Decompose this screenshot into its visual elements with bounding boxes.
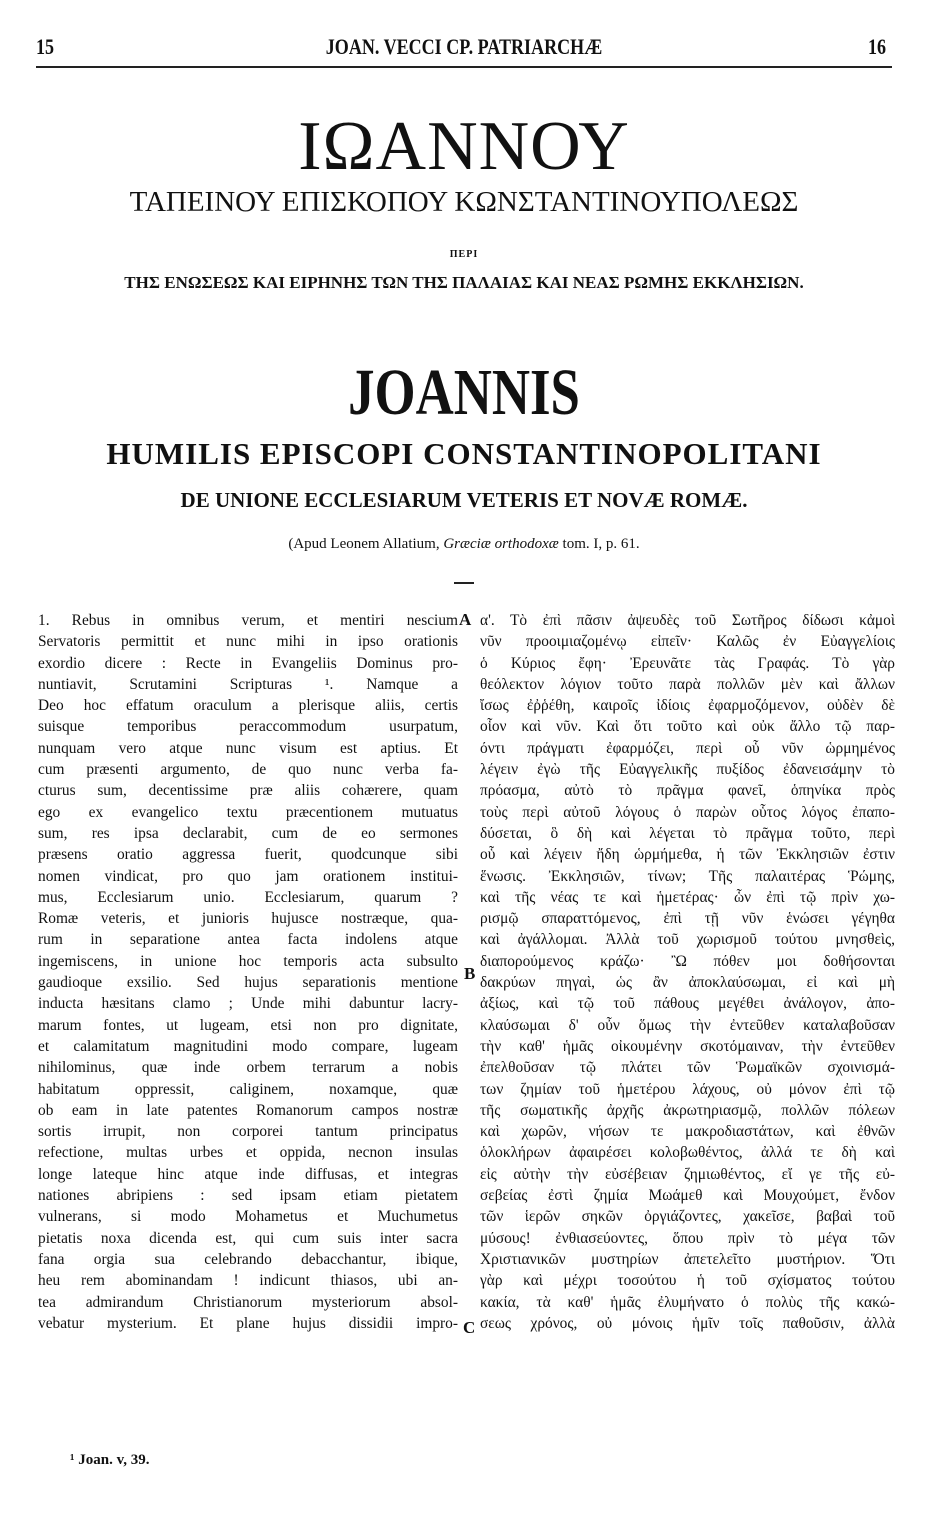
- text-line: γὰρ καὶ μέχρι τοσούτου ἡ τοῦ σχίσματος τούτου: [480, 1272, 895, 1290]
- text-line: et calamitatum magnitudini modo compare, lugeam: [38, 1037, 458, 1055]
- text-line: vebatur mysterium. Et plane hujus dissidii impro-: [38, 1314, 458, 1332]
- text-line: suisque temporibus peraccommodum usurpatum,: [38, 718, 458, 736]
- greek-author-name: ΙΩΑΝΝΟΥ: [298, 108, 630, 185]
- latin-author-title: HUMILIS EPISCOPI CONSTANTINOPOLITANI: [106, 436, 822, 471]
- text-line: καὶ τῆς νέας τε καὶ ἡμετέρας· ὧν ἐπὶ τῷ πρὶν χω-: [480, 888, 895, 906]
- text-line: nunquam vero atque nunc visum est aptius. Et: [38, 739, 458, 757]
- section-rule: [454, 582, 474, 584]
- text-line: ρισμῷ σπαραττόμενος, ἐπὶ τῇ νῦν ἑνώσει γέγηθα: [480, 910, 895, 928]
- text-line: refectione, multas urbes et oppida, necnon insulas: [38, 1144, 458, 1162]
- text-line: ἕνωσις. Ἐκκλησιῶν, τίνων; Τῆς παλαιτέρας Ῥώμης,: [480, 867, 895, 885]
- text-line: nihilominus, quæ inde orbem terrarum a nobis: [38, 1059, 458, 1077]
- text-line: ὁλοκλήρων ἀφαιρέσει κολοβωθέντος, ἀλλά τε δὴ καὶ: [480, 1144, 895, 1162]
- latin-author-name: JOANNIS: [348, 356, 580, 429]
- source-note-part: tom. I, p. 61.: [558, 536, 640, 552]
- text-line: nationes abripiens : sed ipsam etiam pietatem: [38, 1187, 458, 1205]
- text-line: marum fontes, ut lugeam, etsi non pro dignitate,: [38, 1016, 458, 1034]
- margin-letter-a: A: [459, 610, 472, 629]
- greek-peri: ΠΕΡΙ: [449, 249, 479, 260]
- text-line: των ζημίαν τοῦ ἡμετέρου λάχους, οὐ μόνον ἐπὶ τῷ: [480, 1080, 895, 1098]
- text-line: τὴν καθ' ἡμᾶς οἰκουμένην σκοτόμαιναν, τὴν ἐντεῦθεν: [480, 1037, 895, 1055]
- text-line: λέγειν ἐγὼ τῆς Εὐαγγελικῆς πυξίδος ἐδανεισάμην τὸ: [480, 761, 895, 779]
- text-line: σεως χρόνος, οὐ μόνοις ἡμῖν τοῖς παθοῦσιν, ἀλλὰ: [480, 1314, 895, 1332]
- text-line: τῶν ἱερῶν σηκῶν ὀργιάζοντες, χακεῖσε, βαβαὶ τοῦ: [480, 1208, 895, 1226]
- text-line: σεβείας ἐστὶ ζημία Μωάμεθ καὶ Μουχούμετ, ἔνδον: [480, 1187, 895, 1205]
- text-line: sortis irrupit, non corporei tantum principatus: [38, 1123, 458, 1141]
- header-rule: [36, 66, 892, 68]
- text-line: εἰς αὐτὴν τὴν εὐσέβειαν ζημιωθέντος, εἴ γε τῆς εὐ-: [480, 1165, 895, 1183]
- text-line: καὶ χωρῶν, νήσων τε μακροδιαστάτων, καὶ ἐθνῶν: [480, 1123, 895, 1141]
- text-line: ego ex evangelico textu præcentionem mutuatus: [38, 803, 458, 821]
- text-line: vulnerans, si modo Mohametus et Muchumetus: [38, 1208, 458, 1226]
- text-line: διαπορούμενος κράζω· Ὢ πόθεν μοι δοθήσονται: [480, 952, 895, 970]
- text-line: fana orgia sua celebrando debacchantur, ibique,: [38, 1250, 458, 1268]
- text-line: mus, Ecclesiarum unio. Ecclesiarum, quarum ?: [38, 888, 458, 906]
- greek-column: [480, 610, 895, 1334]
- text-line: habitatum oppressit, caliginem, noxamque, quæ: [38, 1080, 458, 1098]
- text-line: præsens oratio aggressa fuerit, quodcunque sibi: [38, 846, 458, 864]
- text-line: κακία, τὰ καθ' ἡμᾶς ἐλυμήνατο ὁ πολὺς τῆς κακώ-: [480, 1293, 895, 1311]
- text-line: exordio dicere : Recte in Evangeliis Dominus pro-: [38, 654, 458, 672]
- text-line: οἷον καὶ νῦν. Καὶ ὅτι τοῦτο καὶ οὐκ ἄλλο τῷ παρ-: [480, 718, 895, 736]
- text-line: πρόασμα, αὐτὸ τὸ πρᾶγμα φανεῖ, ὁπηνίκα πρὸς: [480, 782, 895, 800]
- source-note: [0, 536, 928, 552]
- text-line: ingemiscens, in unione hoc temporis acta subsulto: [38, 952, 458, 970]
- text-line: τοὺς περὶ αὐτοῦ λόγους ὁ παρὼν οὗτος λόγος ἐπαπο-: [480, 803, 895, 821]
- latin-column: [38, 610, 458, 1334]
- text-line: όντι πράγματι ἐφαρμόζει, περὶ οὗ νῦν ὡρμημένος: [480, 739, 895, 757]
- text-line: τῆς σωματικῆς ἀρχῆς ἀκρωτηριασμῷ, πολλῶν πόλεων: [480, 1101, 895, 1119]
- text-line: Deo hoc effatum oraculum a plerisque aliis, certis: [38, 697, 458, 715]
- page-number-left: 15: [36, 34, 55, 59]
- text-line: gaudioque exsilio. Sed hujus separationis mentione: [38, 974, 458, 992]
- text-line: δακρύων πηγαὶ, ὡς ἂν ἀποκλαύσωμαι, εἰ καὶ μὴ: [480, 974, 895, 992]
- source-note-part: (Apud Leonem Allatium,: [288, 536, 444, 552]
- text-line: tea admirandum Christianorum mysteriorum absol-: [38, 1293, 458, 1311]
- text-line: inducta hæsitans clamo ; Unde mihi dabuntur lacry-: [38, 995, 458, 1013]
- source-note-italic: Græciæ orthodoxæ: [443, 536, 559, 552]
- page-number-right: 16: [868, 34, 887, 59]
- text-line: οὗ καὶ λέγειν ἤδη ὡρμήμεθα, ἡ τῶν Ἐκκλησιῶν ἐστιν: [480, 846, 895, 864]
- margin-letter-c: C: [463, 1318, 476, 1337]
- margin-letter-b: B: [464, 964, 476, 983]
- text-line: θεόλεκτον λόγιον τοῦτο παρὰ πολλῶν μὲν καὶ ἄλλων: [480, 675, 895, 693]
- text-line: ἀξίως, καὶ τῷ τοῦ πάθους μεγέθει ἀνάλογον, ἀπο-: [480, 995, 895, 1013]
- text-line: pietatis noxa dicenda est, qui cum suis inter sacra: [38, 1229, 458, 1247]
- latin-work-title: DE UNIONE ECCLESIARUM VETERIS ET NOVÆ ROMÆ.: [180, 488, 748, 512]
- text-line: ἴσως ἐῤῥέθη, καιροῖς ἰδίοις ἐφαρμοζόμενον, οὐδὲν δὲ: [480, 697, 895, 715]
- text-line: 1. Rebus in omnibus verum, et mentiri nescium: [38, 612, 458, 629]
- footnote: ¹ Joan. v, 39.: [70, 1452, 150, 1468]
- text-line: κλαύσωμαι δ' οὖν ὅμως τὴν ἐντεῦθεν καταλαβοῦσαν: [480, 1016, 895, 1034]
- text-line: nomen vindicat, pro quo jam orationem institui-: [38, 867, 458, 885]
- text-line: δύσεται, ὃ δὴ καὶ λέγεται τὸ πρᾶγμα τοῦτο, περὶ: [480, 824, 895, 842]
- text-line: cum præsenti argumento, de quo nunc verba fa-: [38, 761, 458, 779]
- text-line: Servatoris permittit et nunc mihi in ipso orationis: [38, 633, 458, 651]
- text-line: nuntiavit, Scrutamini Scripturas ¹. Namque a: [38, 675, 458, 693]
- text-line: Χριστιανικῶν μυστηρίων ἀπετελεῖτο μυστήριον. Ὅτι: [480, 1250, 895, 1268]
- text-line: ἐπελθοῦσαν τῷ πλάτει τῶν Ῥωμαϊκῶν σχοινισμά-: [480, 1059, 895, 1077]
- text-line: sum, res ipsa declarabit, cum de eo sermones: [38, 824, 458, 842]
- text-line: μύσους! ἐνθιασεύοντες, ὅπου πρὶν τὸ μέγα τῶν: [480, 1229, 895, 1247]
- greek-work-title: ΤΗΣ ΕΝΩΣΕΩΣ ΚΑΙ ΕΙΡΗΝΗΣ ΤΩΝ ΤΗΣ ΠΑΛΑΙΑΣ ΚΑΙ ΝΕΑΣ ΡΩΜΗΣ ΕΚΚΛΗΣΙΩΝ.: [124, 273, 804, 292]
- text-line: Romæ veteris, et junioris hujusce nostræque, qua-: [38, 910, 458, 928]
- text-line: ob eam in late patentes Romanorum campos nostræ: [38, 1101, 458, 1119]
- running-title: JOAN. VECCI CP. PATRIARCHÆ: [325, 34, 603, 59]
- text-line: longe lateque hinc atque inde diffusas, et integras: [38, 1165, 458, 1183]
- text-line: rum in separatione antea facta indolens atque: [38, 931, 458, 949]
- text-line: α'. Τὸ ἐπὶ πᾶσιν ἀψευδὲς τοῦ Σωτῆρος δίδωσι κἀμοὶ: [480, 612, 895, 629]
- text-line: καὶ ἀγάλλομαι. Ἀλλὰ τοῦ χωρισμοῦ τούτου μνησθεὶς,: [480, 931, 895, 949]
- greek-author-title: ΤΑΠΕΙΝΟΥ ΕΠΙΣΚΟΠΟΥ ΚΩΝΣΤΑΝΤΙΝΟΥΠΟΛΕΩΣ: [129, 186, 799, 218]
- text-line: ὁ Κύριος ἔφη· Ἐρευνᾶτε τὰς Γραφάς. Τὸ γὰρ: [480, 654, 895, 672]
- text-line: cturus sum, decentissime præ aliis cohærere, quam: [38, 782, 458, 800]
- text-line: heu rem abominandam ! indicunt thiasos, ubi an-: [38, 1272, 458, 1290]
- text-line: νῦν προοιμιαζομένῳ εἰπεῖν· Καλῶς ἐν Εὐαγγελίοις: [480, 633, 895, 651]
